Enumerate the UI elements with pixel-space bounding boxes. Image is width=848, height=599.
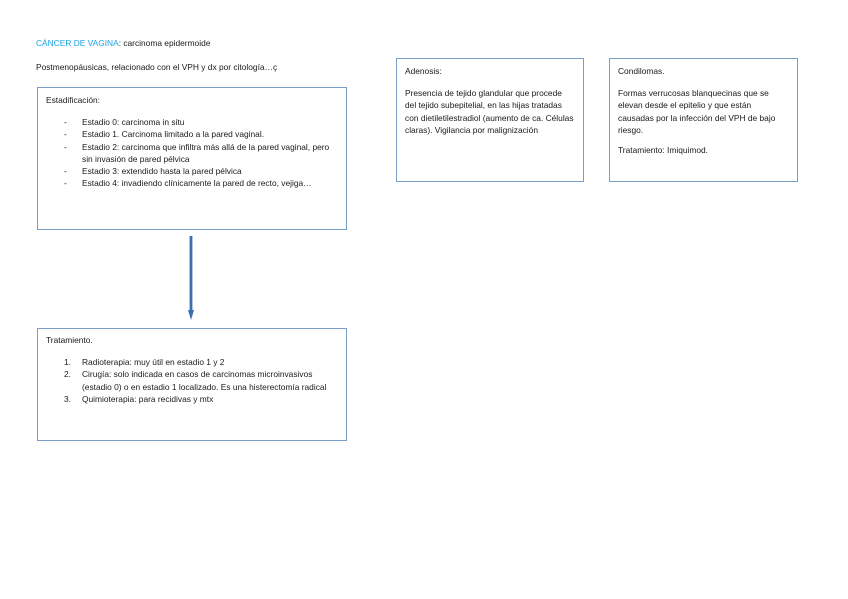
- title-accent: CÁNCER DE VAGINA: [36, 38, 119, 48]
- condilomas-treatment: Tratamiento: Imiquimod.: [618, 144, 708, 155]
- list-item: - Estadio 2: carcinoma que infiltra más allá de la pared vaginal, pero sin invasión de pared pélvica: [64, 141, 338, 165]
- treatment-list: [46, 356, 338, 405]
- item-text: Radioterapia: muy útil en estadio 1 y 2: [82, 357, 225, 368]
- treatment-box: [37, 328, 347, 441]
- item-text: Cirugía: solo indicada en casos de carcinomas microinvasivos (estadio 0) o en estadio 1 localizado. Es una histerectomía radical: [82, 369, 327, 392]
- treatment-title: Tratamiento.: [46, 335, 93, 345]
- list-item: - Estadio 0: carcinoma in situ: [64, 116, 338, 128]
- list-item: [64, 368, 338, 392]
- down-arrow-icon: [188, 236, 194, 320]
- item-number: 2.: [64, 369, 71, 380]
- condilomas-title: Condilomas.: [618, 66, 665, 76]
- subtitle: Postmenopáusicas, relacionado con el VPH y dx por citología…ç: [36, 62, 278, 72]
- condilomas-body: Formas verrucosas blanquecinas que se elevan desde el epitelio y que están causadas por la infección del VPH de bajo riesgo.: [618, 88, 776, 135]
- document-title: [36, 37, 210, 49]
- condilomas-box: [609, 58, 798, 182]
- staging-title: Estadificación:: [46, 95, 100, 105]
- adenosis-box: [396, 58, 584, 182]
- adenosis-title: Adenosis:: [405, 66, 442, 76]
- item-number: 1.: [64, 357, 71, 368]
- list-item: [64, 393, 338, 405]
- staging-list: [46, 116, 338, 189]
- list-item: - Estadio 1. Carcinoma limitado a la pared vaginal.: [64, 128, 338, 140]
- title-rest: : carcinoma epidermoide: [118, 38, 211, 48]
- list-item: [64, 356, 338, 368]
- item-text: Quimioterapia: para recidivas y mtx: [82, 393, 214, 404]
- staging-box: [37, 87, 347, 230]
- item-number: 3.: [64, 393, 71, 404]
- list-item: - Estadio 3: extendido hasta la pared pélvica: [64, 165, 338, 177]
- list-item: - Estadio 4: invadiendo clínicamente la pared de recto, vejiga…: [64, 177, 338, 189]
- adenosis-body: Presencia de tejido glandular que procede del tejido subepitelial, en las hijas tratadas con dietiletilestradiol (aumento de ca. Células claras). Vigilancia por malignización: [405, 88, 574, 135]
